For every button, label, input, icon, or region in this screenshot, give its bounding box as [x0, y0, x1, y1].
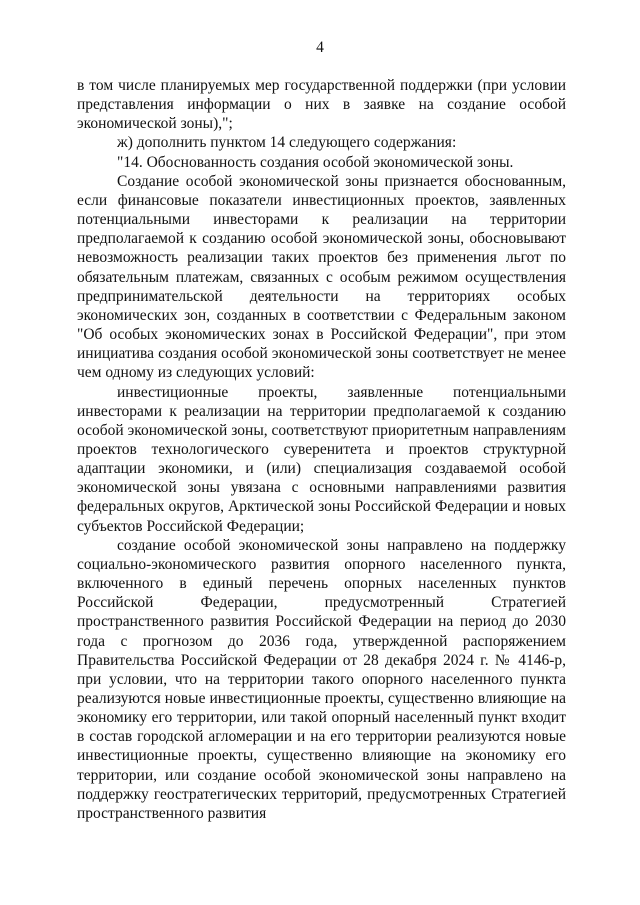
paragraph-clause-14-heading: "14. Обоснованность создания особой экономической зоны.	[117, 153, 514, 171]
paragraph-subitem-zh: ж) дополнить пунктом 14 следующего содержания:	[117, 134, 457, 152]
document-body	[77, 76, 566, 823]
paragraph-condition-support-settlement: создание особой экономической зоны направлено на поддержку социально-экономического развития опорного населенного пункта, включенного в единый перечень опорных населенных пунктов Российской Федерации, предусмотренный Стратегией пространственного развития Российской Федерации на период до 2030 года с прогнозом до 2036 года, утвержденной распоряжением Правительства Российской Федерации от 28 декабря 2024 г. № 4146-р, при условии, что на территории такого опорного населенного пункта реализуются новые инвестиционные проекты, существенно влияющие на экономику его территории, или такой опорный населенный пункт входит в состав городской агломерации и на его территории реализуются новые инвестиционные проекты, существенно влияющие на экономику его территории, или создание особой экономической зоны направлено на поддержку геостратегических территорий, предусмотренных Стратегией пространственного развития	[77, 536, 566, 822]
paragraph-justification: Создание особой экономической зоны признается обоснованным, если финансовые показатели инвестиционных проектов, заявленных потенциальными инвесторами к реализации на территории предполагаемой к созданию особой экономической зоны, обосновывают невозможность реализации таких проектов без применения льгот по обязательным платежам, связанных с особым режимом осуществления предпринимательской деятельности на территориях особых экономических зон, созданных в соответствии с Федеральным законом "Об особых экономических зонах в Российской Федерации", при этом инициатива создания особой экономической зоны соответствует не менее чем одному из следующих условий:	[77, 172, 566, 382]
page-number: 4	[316, 39, 324, 56]
paragraph-condition-investment-projects: инвестиционные проекты, заявленные потенциальными инвесторами к реализации на территории предполагаемой к созданию особой экономической зоны, соответствуют приоритетным направлениям проектов технологического суверенитета и проектов структурной адаптации экономики, и (или) специализация создаваемой особой экономической зоны увязана с основными направлениями развития федеральных округов, Арктической зоны Российской Федерации и новых субъектов Российской Федерации;	[77, 383, 566, 535]
paragraph-continuation: в том числе планируемых мер государственной поддержки (при условии представления информации о них в заявке на создание особой экономической зоны),";	[77, 77, 566, 133]
